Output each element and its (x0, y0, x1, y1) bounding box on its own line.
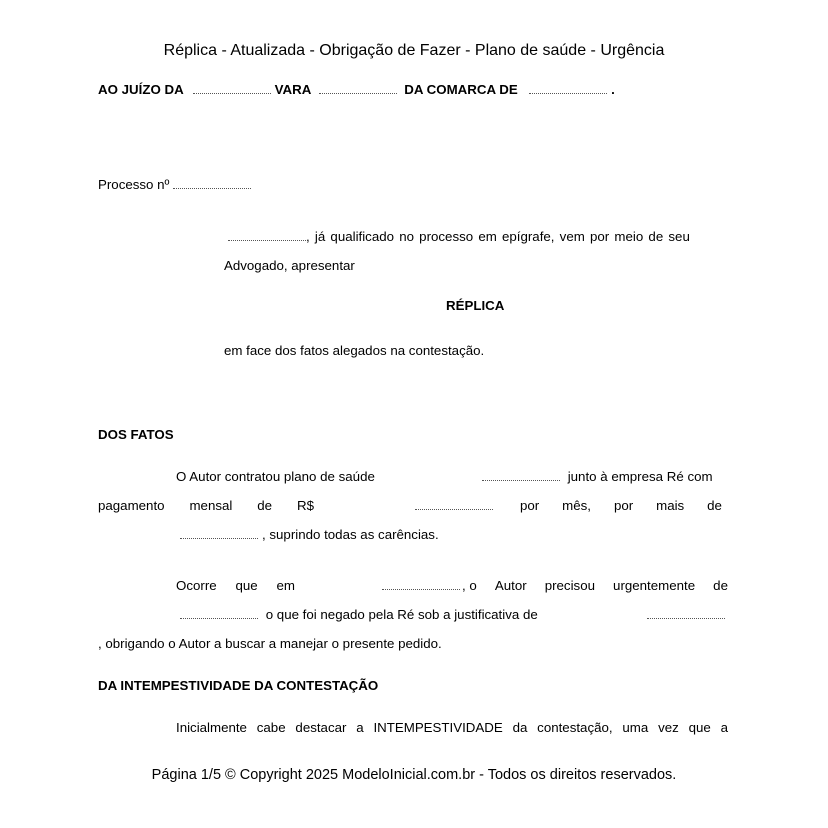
fatos-p1-text-3: , suprindo todas as carências. (262, 527, 439, 542)
fatos-p1-line-1b (482, 469, 713, 485)
intro-line-2: Advogado, apresentar (224, 258, 355, 273)
word: INTEMPESTIVIDADE (373, 720, 503, 735)
process-label: Processo nº (98, 177, 170, 192)
word: pagamento (98, 498, 165, 513)
blank-field[interactable] (529, 82, 607, 94)
word: precisou (544, 578, 595, 593)
address-part-1: AO JUÍZO DA (98, 82, 184, 97)
court-address (98, 82, 615, 98)
process-number-line (98, 177, 251, 193)
blank-field[interactable] (180, 607, 258, 619)
word: mês, (562, 498, 591, 513)
fatos-p1-line-2b (520, 498, 722, 514)
fatos-p1-text: junto à empresa Ré com (567, 469, 713, 484)
intempestividade-heading: DA INTEMPESTIVIDADE DA CONTESTAÇÃO (98, 678, 379, 693)
intro-text-1: , já qualificado no processo em epígrafe, vem por meio de seu (306, 229, 690, 244)
word: Autor (494, 578, 527, 593)
fatos-p1-blank-amount (415, 498, 493, 514)
intro-line-1 (228, 229, 728, 245)
address-part-2: VARA (274, 82, 311, 97)
fatos-p2-line-2 (180, 607, 538, 623)
blank-field[interactable] (482, 469, 560, 481)
word: Inicialmente (176, 720, 247, 735)
word: mensal (189, 498, 233, 513)
word: em (276, 578, 295, 593)
fatos-p2-line-1a (176, 578, 295, 594)
document-title: Réplica - Atualizada - Obrigação de Fazer - Plano de saúde - Urgência (163, 42, 665, 59)
word: de (713, 578, 728, 593)
blank-field[interactable] (193, 82, 271, 94)
fatos-p2-line-1b (462, 578, 728, 594)
page-footer: Página 1/5 © Copyright 2025 ModeloInicial.com.br - Todos os direitos reservados. (151, 767, 677, 783)
face-line: em face dos fatos alegados na contestação. (224, 343, 485, 358)
address-part-4: . (611, 82, 615, 97)
blank-field[interactable] (180, 527, 258, 539)
word: , o (462, 578, 477, 593)
fatos-p2-text-2: o que foi negado pela Ré sob a justificativa de (265, 607, 538, 622)
fatos-p2-blank-justification (647, 607, 725, 623)
fatos-p1-line-2a (98, 498, 314, 514)
word: R$ (296, 498, 314, 513)
blank-field[interactable] (173, 177, 251, 189)
intempestividade-line-1 (176, 720, 728, 736)
word: Ocorre (176, 578, 217, 593)
blank-field[interactable] (415, 498, 493, 510)
dos-fatos-heading: DOS FATOS (98, 427, 174, 442)
word: de (257, 498, 273, 513)
blank-field[interactable] (319, 82, 397, 94)
word: urgentemente (613, 578, 696, 593)
word: mais (656, 498, 685, 513)
fatos-p2-blank-date (382, 578, 460, 594)
word: que (235, 578, 258, 593)
word: vez (658, 720, 679, 735)
word: a (356, 720, 364, 735)
replica-heading: RÉPLICA (446, 298, 505, 313)
word: destacar (295, 720, 347, 735)
word: cabe (256, 720, 286, 735)
word: de (707, 498, 722, 513)
blank-field[interactable] (228, 229, 306, 241)
word: contestação, (537, 720, 613, 735)
word: uma (622, 720, 649, 735)
fatos-p1-line-1a: O Autor contratou plano de saúde (176, 469, 375, 484)
word: a (720, 720, 728, 735)
address-part-3: DA COMARCA DE (404, 82, 518, 97)
fatos-p1-line-3 (180, 527, 439, 543)
word: que (688, 720, 711, 735)
blank-field[interactable] (647, 607, 725, 619)
blank-field[interactable] (382, 578, 460, 590)
fatos-p2-line-3: , obrigando o Autor a buscar a manejar o presente pedido. (98, 636, 442, 651)
word: por (520, 498, 540, 513)
word: por (613, 498, 634, 513)
word: da (512, 720, 528, 735)
